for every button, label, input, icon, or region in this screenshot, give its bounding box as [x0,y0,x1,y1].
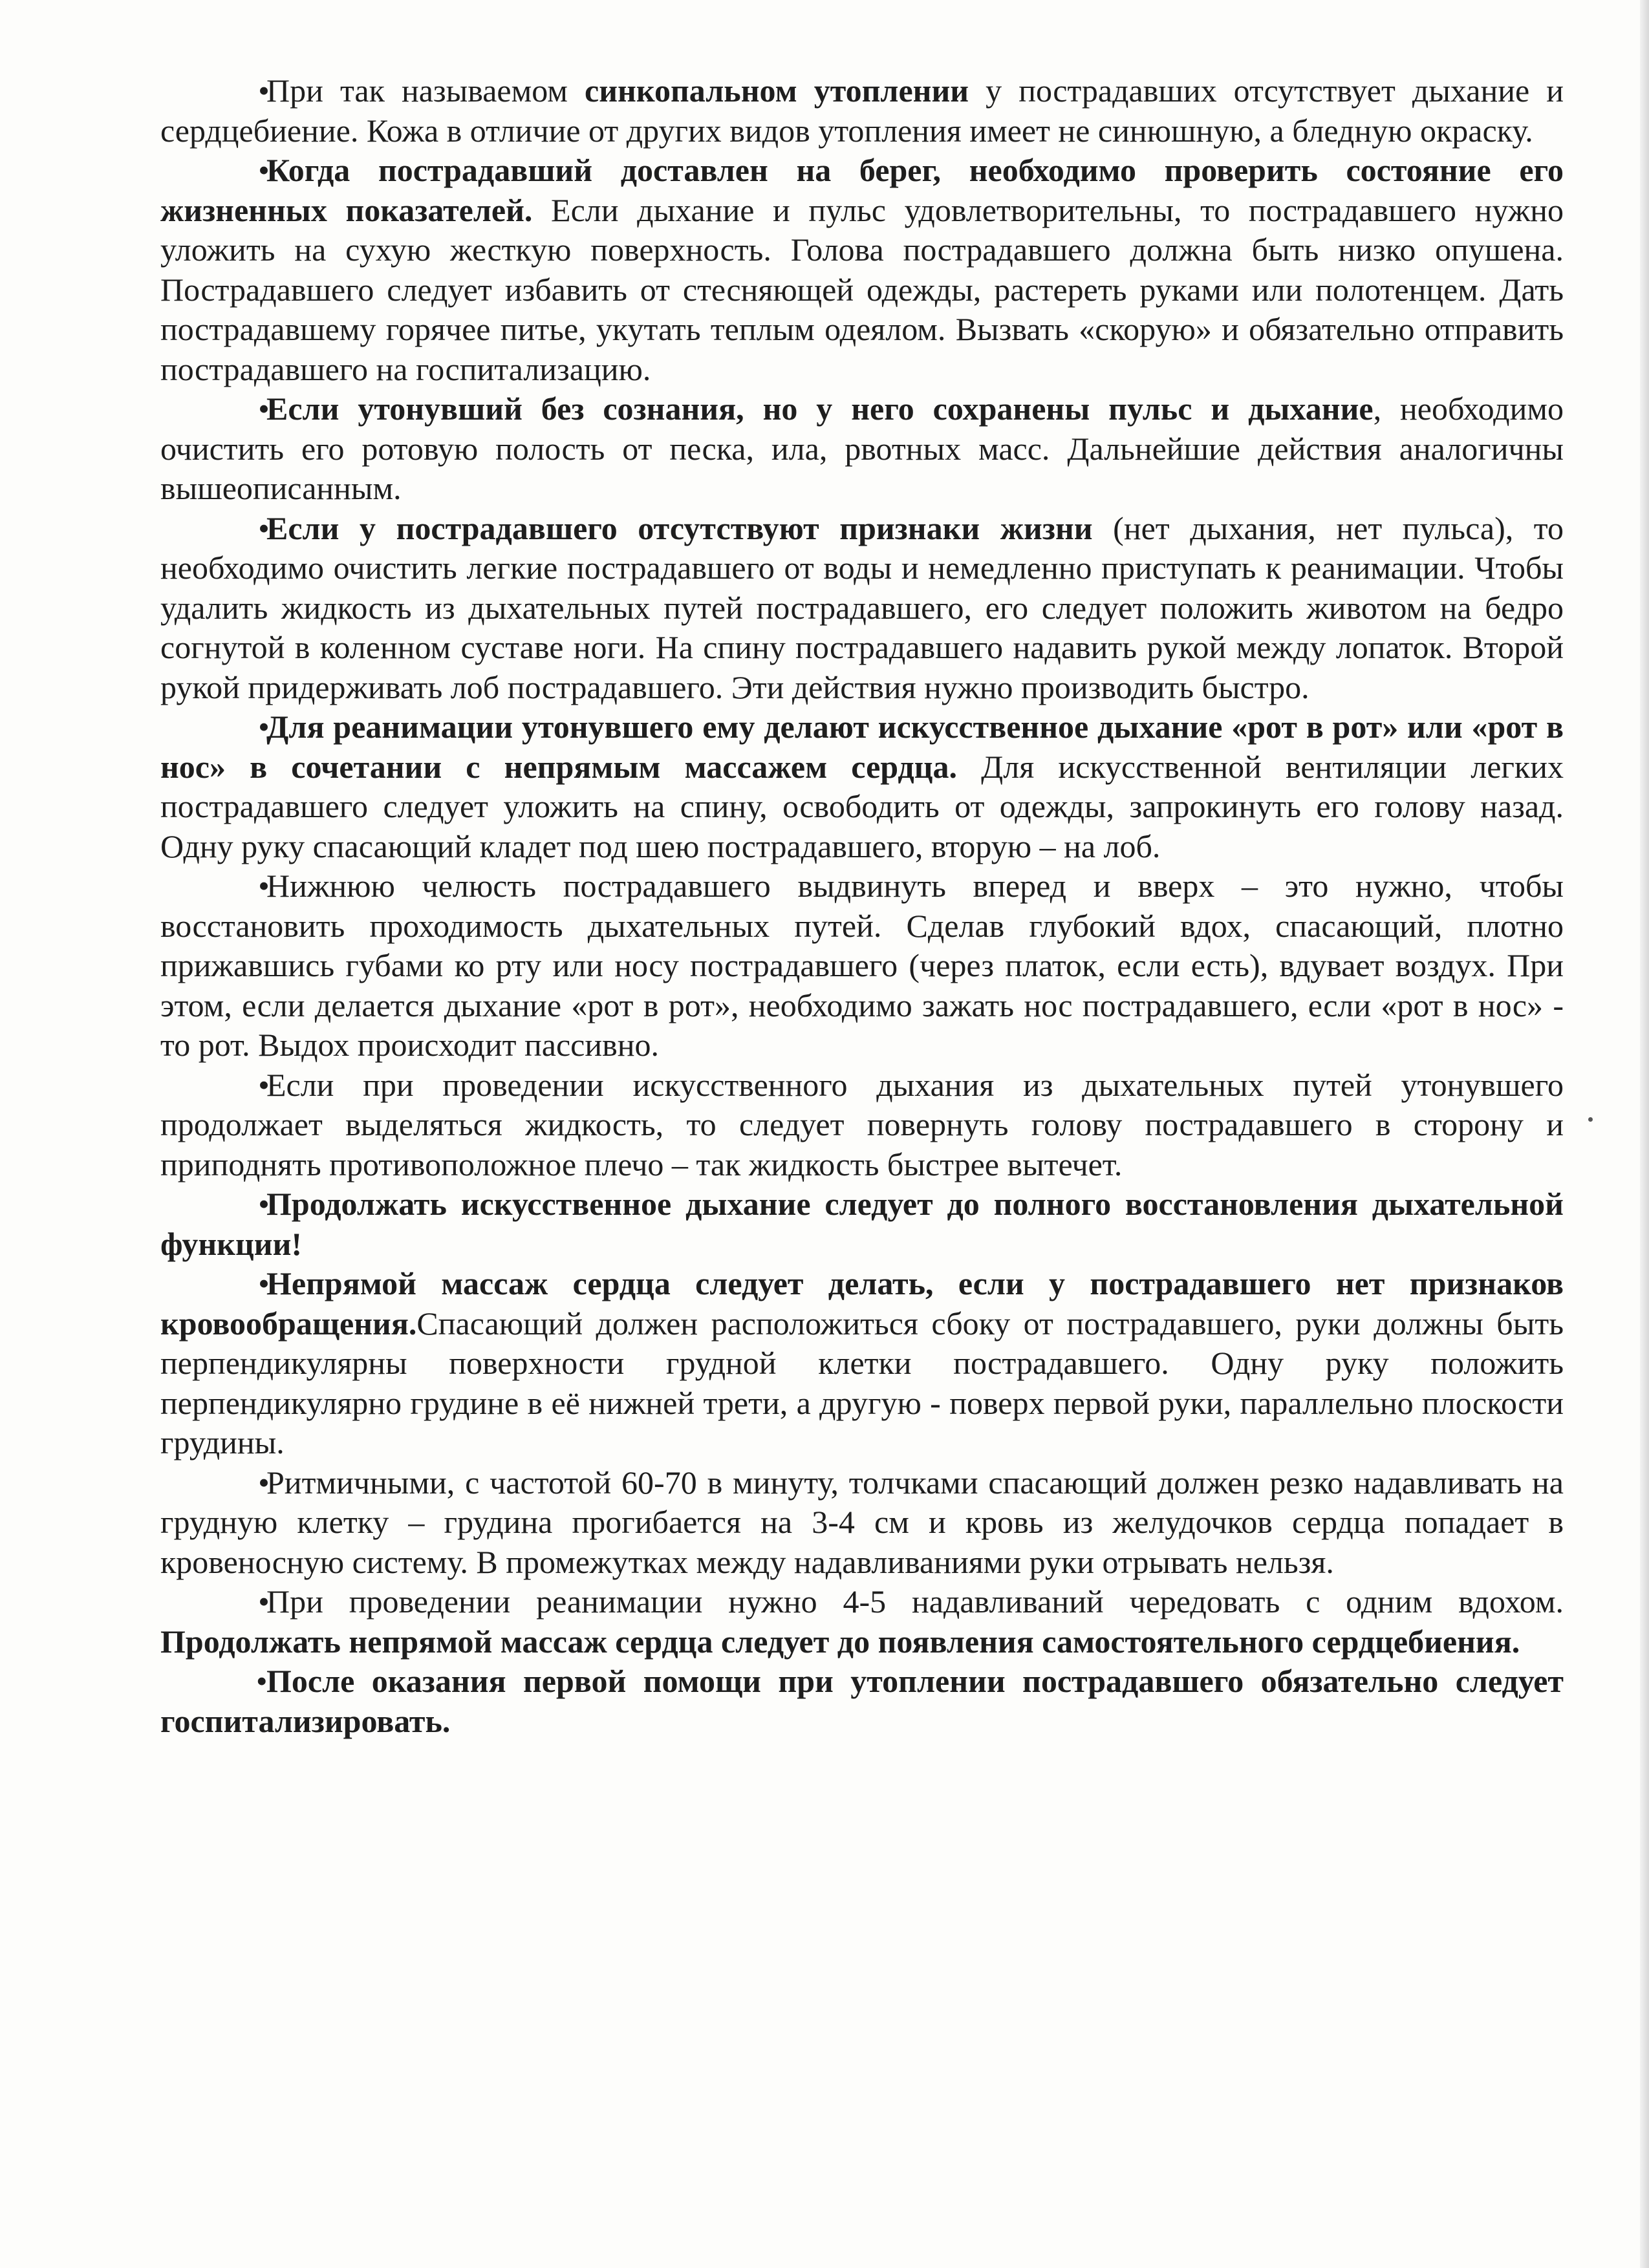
paragraph-12-bold: После оказания первой помощи при утоплении пострадавшего обязательно следует госпитализировать. [160,1663,1564,1739]
bullet: • [258,868,270,904]
paragraph-11-bold: Продолжать непрямой массаж сердца следует до появления самостоятельного сердцебиения. [160,1623,1520,1660]
bullet: • [258,72,270,109]
paragraph-9-rest: Спасающий должен расположиться сбоку от пострадавшего, руки должны быть перпендикулярны поверхности грудной клетки пострадавшего. Одну руку положить перпендикулярно грудине в её нижней трети, а другую - поверх первой руки, параллельно плоскости грудины. [160,1305,1564,1460]
bullet: • [258,1583,270,1620]
paragraph-3 [160,389,1564,509]
paragraph-2-bold: Когда пострадавший доставлен на берег, необходимо проверить состояние его жизненных показателей. [160,152,1564,228]
paragraph-8 [160,1184,1564,1264]
paragraph-11 [160,1582,1564,1662]
paragraph-11-text: При проведении реанимации нужно 4-5 надавливаний чередовать с одним вдохом. [266,1583,1564,1620]
bullet: • [256,1663,268,1699]
paragraph-4-rest: (нет дыхания, нет пульса), то необходимо очистить легкие пострадавшего от воды и немедленно приступать к реанимации. Чтобы удалить жидкость из дыхательных путей пострадавшего, его следует положить животом на бедро согнутой в коленном суставе ноги. На спину пострадавшего надавить рукой между лопаток. Второй рукой придерживать лоб пострадавшего. Эти действия нужно производить быстро. [160,509,1564,705]
scan-edge-shadow [1640,0,1649,2268]
paragraph-2-rest: Если дыхание и пульс удовлетворительны, то пострадавшего нужно уложить на сухую жесткую поверхность. Голова пострадавшего должна быть низко опушена. Пострадавшего следует избавить от стесняющей одежды, растереть руками или полотенцем. Дать пострадавшему горячее питье, укутать теплым одеялом. Вызвать «скорую» и обязательно отправить пострадавшего на госпитализацию. [160,191,1564,387]
bullet: • [258,509,270,546]
paragraph-1-text: При так называемом [266,72,585,109]
paragraph-8-bold: Продолжать искусственное дыхание следует до полного восстановления дыхательной функции! [160,1186,1564,1262]
bullet: • [258,1464,270,1501]
paragraph-10 [160,1463,1564,1583]
bullet: • [258,390,270,427]
bullet: • [258,709,270,745]
scan-speck [1588,1117,1593,1122]
paragraph-9 [160,1264,1564,1463]
paragraph-4-bold: Если у пострадавшего отсутствуют признаки жизни [266,509,1093,546]
paragraph-12 [160,1662,1564,1741]
paragraph-5 [160,707,1564,866]
paragraph-1 [160,71,1564,151]
paragraph-3-bold: Если утонувший без сознания, но у него сохранены пульс и дыхание [266,390,1374,427]
paragraph-7-text: Если при проведении искусственного дыхания из дыхательных путей утонувшего продолжает выделяться жидкость, то следует повернуть голову пострадавшего в сторону и приподнять противоположное плечо – так жидкость быстрее вытечет. [160,1066,1564,1182]
bullet: • [258,1066,270,1103]
paragraph-6-text: Нижнюю челюсть пострадавшего выдвинуть вперед и вверх – это нужно, чтобы восстановить проходимость дыхательных путей. Сделав глубокий вдох, спасающий, плотно прижавшись губами ко рту или носу пострадавшего (через платок, если есть), вдувает воздух. При этом, если делается дыхание «рот в рот», необходимо зажать нос пострадавшего, если «рот в нос» - то рот. Выдох происходит пассивно. [160,868,1564,1063]
bullet: • [258,1265,270,1301]
paragraph-6 [160,866,1564,1065]
paragraph-5-rest: Для искусственной вентиляции легких пострадавшего следует уложить на спину, освободить от одежды, запрокинуть его голову назад. Одну руку спасающий кладет под шею пострадавшего, вторую – на лоб. [160,748,1564,864]
paragraph-3-rest: , необходимо очистить его ротовую полость от песка, ила, рвотных масс. Дальнейшие действия аналогичны вышеописанным. [160,390,1564,506]
paragraph-7 [160,1065,1564,1185]
paragraph-10-text: Ритмичными, с частотой 60-70 в минуту, толчками спасающий должен резко надавливать на грудную клетку – грудина прогибается на 3-4 см и кровь из желудочков сердца попадает в кровеносную систему. В промежутках между надавливаниями руки отрывать нельзя. [160,1464,1564,1580]
paragraph-4 [160,509,1564,708]
bullet: • [258,1186,270,1222]
document-body [160,71,1564,1741]
bullet: • [258,152,270,188]
paragraph-2 [160,151,1564,389]
paragraph-9-bold: Непрямой массаж сердца следует делать, если у пострадавшего нет признаков кровообращения. [160,1265,1564,1342]
paragraph-1-bold: синкопальном утоплении [585,72,969,109]
paragraph-1-rest: у пострадавших отсутствует дыхание и сердцебиение. Кожа в отличие от других видов утопления имеет не синюшную, а бледную окраску. [160,72,1564,149]
paragraph-5-bold: Для реанимации утонувшего ему делают искусственное дыхание «рот в рот» или «рот в нос» в сочетании с непрямым массажем сердца. [160,709,1564,785]
